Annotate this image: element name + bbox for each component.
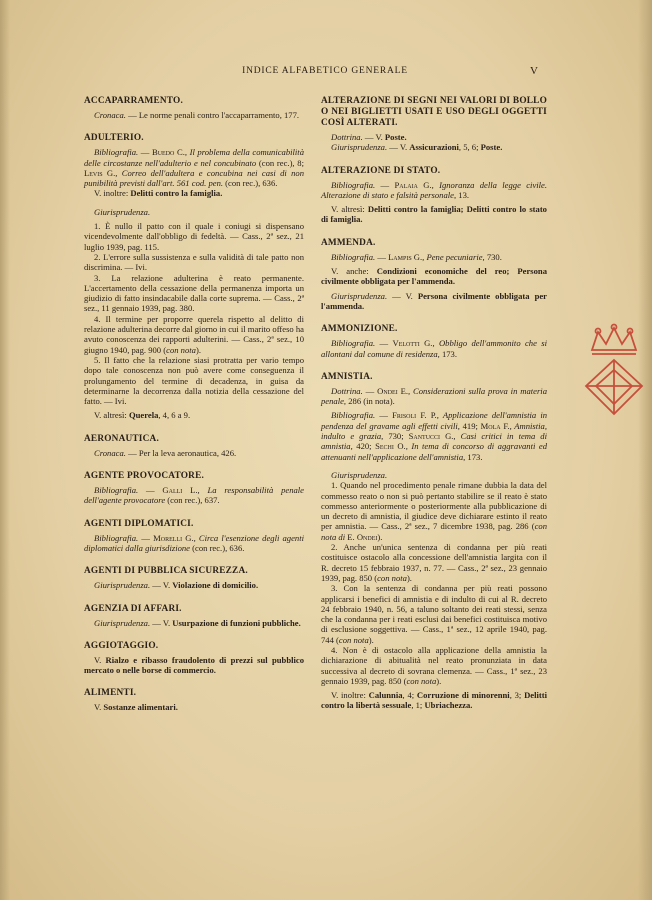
case-item: 1. È nullo il patto con il quale i coniugi si dispensano vicendevolmente dall'obbligo di fedeltà. — Cass., 2ª sez., 21 luglio 1939, pag. 115. bbox=[84, 221, 304, 252]
case-item: 5. Il fatto che la relazione siasi protratta per vario tempo dopo tale conoscenza non può avere come conseguenza il prolungamento del termine di decadenza, in guisa da determinarne la decorrenza dalla notizia della cessazione del fatto. — Ivi. bbox=[84, 354, 304, 407]
cross-reference: V. inoltre: Delitti contro la famiglia. bbox=[94, 188, 223, 199]
case-item: 4. Il termine per proporre querela rispetto al delitto di relazione adulterina decorre dal giorno in cui il marito offeso ha avuto conoscenza dei rapporti adulterini. — Cass., 2ª sez., 10 giugno 1940, pag. 900 (con nota). bbox=[84, 313, 304, 355]
cross-reference: V. altresì: Querela, 4, 6 a 9. bbox=[94, 410, 191, 421]
crown-seal-stamp-icon bbox=[578, 320, 650, 420]
case-item: 4. Non è di ostacolo alla applicazione della amnistia la dichiarazione di abitualità nel reato pronunziata in data successiva al decreto di sovrana clemenza. — Cass., 1ª sez., 23 gennaio 1939, pag. 850 (con nota). bbox=[321, 644, 547, 686]
case-item: 2. L'errore sulla sussistenza e sulla validità di tale patto non discrimina. — Ivi. bbox=[84, 251, 304, 273]
case-item: 3. La relazione adulterina è reato permanente. L'accertamento della cessazione della permanenza importa un giudizio di fatto insindacabile dalla corte suprema. — Cass., 2ª sez., 11 gennaio 1939, pag. 380. bbox=[84, 272, 304, 314]
entry-heading: ACCAPARRAMENTO. bbox=[84, 96, 183, 106]
cross-reference: Giurisprudenza. — V. Assicurazioni, 5, 6; Poste. bbox=[331, 142, 503, 153]
case-item: 3. Con la sentenza di condanna per più reati possono applicarsi i benefici di amnistia e di indulto di cui al R. decreto 24 febbraio 1940, n. 56, a taluno soltanto dei reati stessi, senza che la condanna per i reati esclusi dai benefici costituisca motivo di esclusione soggettiva. — Cass., 1ª sez., 12 aprile 1940, pag. 744 (con nota). bbox=[321, 583, 547, 645]
entry-heading: ALIMENTI. bbox=[84, 688, 137, 699]
cross-reference: V. Rialzo e ribasso fraudolento di prezzi sul pubblico mercato o nelle borse di commercio. bbox=[84, 654, 304, 676]
running-header: INDICE ALFABETICO GENERALE bbox=[242, 66, 408, 76]
cross-reference: Dottrina. — V. Poste. bbox=[331, 132, 407, 142]
entry-heading: AGGIOTAGGIO. bbox=[84, 640, 159, 651]
cross-reference: V. altresì: Delitti contro la famiglia; Delitti contro lo stato di famiglia. bbox=[321, 204, 547, 225]
entry-heading: AERONAUTICA. bbox=[84, 433, 159, 444]
cross-reference: V. anche: Condizioni economiche del reo; Persona civilmente obbligata per l'ammenda. bbox=[321, 266, 547, 287]
entry-heading: ADULTERIO. bbox=[84, 133, 144, 144]
entry-heading: AGENTI DI PUBBLICA SICUREZZA. bbox=[84, 566, 248, 577]
cross-reference: Giurisprudenza. — V. Persona civilmente obbligata per l'ammenda. bbox=[321, 290, 547, 311]
cross-reference: Giurisprudenza. — V. Violazione di domicilio. bbox=[94, 580, 259, 591]
entry-heading: AGENZIA DI AFFARI. bbox=[84, 603, 182, 614]
entry-heading: AGENTE PROVOCATORE. bbox=[84, 471, 205, 482]
entry-heading: AMNISTIA. bbox=[321, 371, 373, 382]
entry-heading: ALTERAZIONE DI STATO. bbox=[321, 165, 441, 176]
bibliography-text: Bibliografia. — Buedo C., Il problema della comunicabilità delle circostanze nell'adulterio e nel concubinato (con rec.), 8; Levis G., Correo dell'adultera e concubina nei casi di non punibilità previsti dall'art. 561 cod. pen. (con rec.), 636. bbox=[84, 147, 304, 189]
doctrine-text: Dottrina. — Ondei E., Considerazioni sulla prova in materia penale, 286 (in nota). bbox=[321, 385, 547, 407]
entry-text: Cronaca. — Per la leva aeronautica, 426. bbox=[94, 447, 237, 458]
cross-reference: V. Sostanze alimentari. bbox=[94, 702, 178, 713]
page-edge-left bbox=[0, 0, 10, 900]
bibliography-text: Bibliografia. — Lampis G., Pene pecuniarie, 730. bbox=[331, 251, 502, 262]
entry-text: Cronaca. — Le norme penali contro l'accaparramento, 177. bbox=[94, 110, 300, 120]
entry-heading: AMMENDA. bbox=[321, 237, 376, 248]
bibliography-text: Bibliografia. — Morelli G., Circa l'esenzione degli agenti diplomatici dalla giurisdizione (con rec.), 636. bbox=[84, 532, 304, 553]
bibliography-text: Bibliografia. — Palaia G., Ignoranza della legge civile. Alterazione di stato e falsità personale, 13. bbox=[321, 179, 547, 200]
bibliography-text: Bibliografia. — Galli L., La responsabilità penale dell'agente provocatore (con rec.), 637. bbox=[84, 485, 304, 506]
cross-reference: Giurisprudenza. — V. Usurpazione di funzioni pubbliche. bbox=[94, 617, 301, 628]
jurisprudence-label: Giurisprudenza. bbox=[94, 206, 151, 217]
bibliography-text: Bibliografia. — Frisoli F. P., Applicazione dell'amnistia in pendenza del gravame agli effetti civili, 419; Mola F., Amnistia, indulto e grazia, 730; Santucci G., Casi critici in tema di amnistia, 420; Sechi O., In tema di concorso di aggravanti ed attenuanti nell'applicazione dell'amnistia, 173. bbox=[321, 410, 548, 462]
left-column bbox=[84, 96, 304, 713]
right-column bbox=[321, 96, 547, 711]
jurisprudence-label: Giurisprudenza. bbox=[331, 469, 388, 480]
case-item: 2. Anche un'unica sentenza di condanna per più reati costituisce ostacolo alla concessione dell'amnistia largita con il R. decreto 15 febbraio 1937, n. 77. — Cass., 2ª sez., 23 gennaio 1939, pag. 850 (con nota). bbox=[321, 542, 547, 583]
page-edge-right bbox=[638, 0, 652, 900]
case-item: 1. Quando nel procedimento penale rimane dubbia la data del commesso reato o non si può pertanto stabilire se il reato è stato commesso anteriormente o posteriormente alla pubblicazione di un decreto di amnistia, il giudice deve dichiarare estinto il reato per amnistia. — Cass., 2ª sez., 7 dicembre 1938, pag. 286 (con nota di E. Ondei). bbox=[321, 480, 547, 542]
page-number: V bbox=[530, 65, 538, 77]
entry-heading: AMMONIZIONE. bbox=[321, 324, 398, 335]
entry-heading: ALTERAZIONE DI SEGNI NEI VALORI DI BOLLO O NEI BIGLIETTI USATI E USO DEGLI OGGETTI COSÌ ALTERATI. bbox=[321, 96, 547, 128]
bibliography-text: Bibliografia. — Velotti G., Obbligo dell'ammonito che si allontani dal comune di residenza, 173. bbox=[321, 338, 548, 359]
entry-heading: AGENTI DIPLOMATICI. bbox=[84, 518, 194, 529]
cross-reference: V. inoltre: Calunnia, 4; Corruzione di minorenni, 3; Delitti contro la libertà sessuale, 1; Ubriachezza. bbox=[321, 690, 547, 711]
